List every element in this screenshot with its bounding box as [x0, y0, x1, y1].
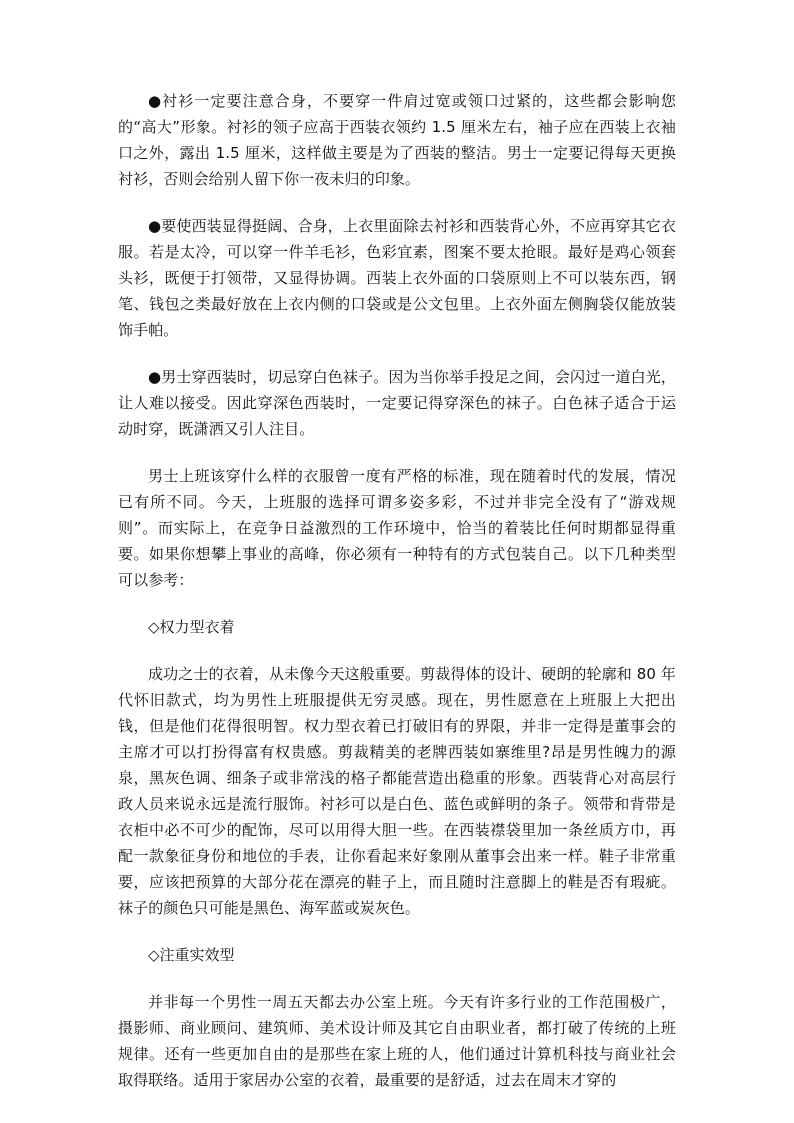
paragraph-suit-layering: ●要使西装显得挺阔、合身，上衣里面除去衬衫和西装背心外，不应再穿其它衣服。若是太冷，可以穿一件羊毛衫，色彩宜素，图案不要太抢眼。最好是鸡心领套头衫，既便于打领带，又显得协调。西装上衣外面的口袋原则上不可以装东西，钢笔、钱包之类最好放在上衣内侧的口袋或是公文包里。上衣外面左侧胸袋仅能放装饰手帕。 [118, 217, 676, 339]
paragraph-power-dressing: 成功之士的衣着，从未像今天这般重要。剪裁得体的设计、硬朗的轮廓和 80 年代怀旧款式，均为男性上班服提供无穷灵感。现在，男性愿意在上班服上大把出钱，但是他们花得很明智。权力型衣着已打破旧有的界限，并非一定得是董事会的主席才可以打扮得富有权贵感。剪裁精美的老牌西装如寨维里?昂是男性魄力的源泉，黑灰色调、细条子或非常浅的格子都能营造出稳重的形象。西装背心对高层行政人员来说永远是流行服饰。衬衫可以是白色、蓝色或鲜明的条子。领带和背带是衣柜中必不可少的配饰，尽可以用得大胆一些。在西装襟袋里加一条丝质方巾，再配一款象征身份和地位的手表，让你看起来好象刚从董事会出来一样。鞋子非常重要，应该把预算的大部分花在漂亮的鞋子上，而且随时注意脚上的鞋是否有瑕疵。袜子的颜色只可能是黑色、海军蓝或炭灰色。 [118, 665, 676, 917]
paragraph-practical: 并非每一个男性一周五天都去办公室上班。今天有许多行业的工作范围极广，摄影师、商业顾问、建筑师、美术设计师及其它自由职业者，都打破了传统的上班规律。还有一些更加自由的是那些在家上班的人，他们通过计算机科技与商业社会取得联络。适用于家居办公室的衣着，最重要的是舒适，过去在周末才穿的 [118, 993, 676, 1089]
paragraph-shirt-fit: ●衬衫一定要注意合身，不要穿一件肩过宽或领口过紧的，这些都会影响您的“高大”形象。衬衫的领子应高于西装衣领约 1.5 厘米左右，袖子应在西装上衣袖口之外，露出 1.5 厘米，这样做主要是为了西装的整洁。男士一定要记得每天更换衬衫，否则会给别人留下你一夜未归的印象。 [118, 92, 676, 188]
section-heading-power-dressing: ◇权力型衣着 [148, 618, 235, 636]
paragraph-office-dress-intro: 男士上班该穿什么样的衣服曾一度有严格的标准，现在随着时代的发展，情况已有所不同。今天，上班服的选择可谓多姿多彩，不过并非完全没有了“游戏规则”。而实际上，在竞争日益激烈的工作环境中，恰当的着装比任何时期都显得重要。如果你想攀上事业的高峰，你必须有一种特有的方式包装自己。以下几种类型可以参考： [118, 467, 676, 589]
section-heading-practical: ◇注重实效型 [148, 946, 235, 964]
paragraph-socks: ●男士穿西装时，切忌穿白色袜子。因为当你举手投足之间，会闪过一道白光，让人难以接受。因此穿深色西装时，一定要记得穿深色的袜子。白色袜子适合于运动时穿，既潇洒又引人注目。 [118, 368, 676, 438]
